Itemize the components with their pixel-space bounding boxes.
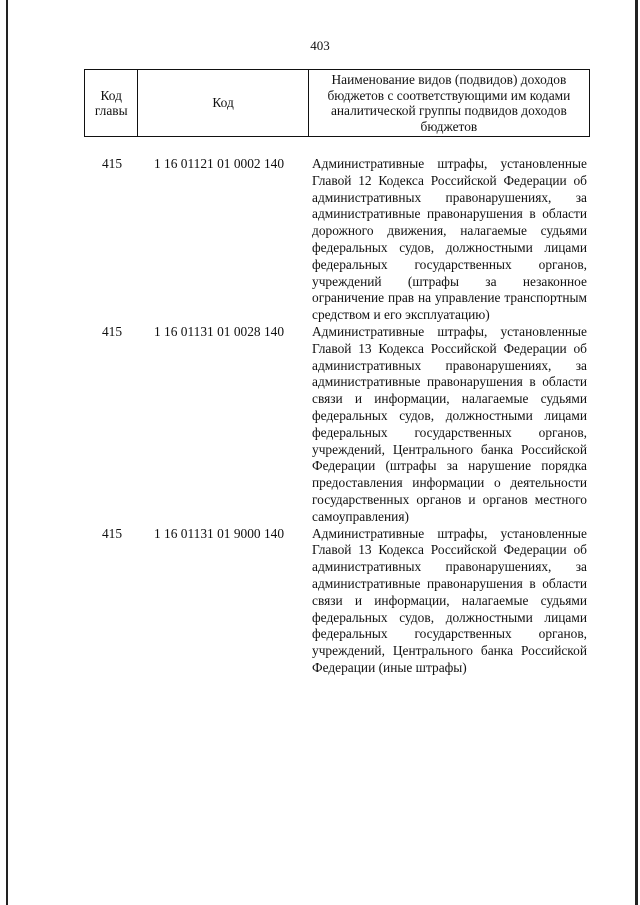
page-edge-left	[6, 0, 8, 905]
row-chapter-code: 415	[101, 525, 123, 541]
table-row	[84, 324, 590, 526]
table-header	[84, 69, 590, 137]
row-chapter-code: 415	[101, 156, 123, 171]
page-edge-right	[635, 0, 638, 905]
row-code: 1 16 01131 01 9000 140	[153, 525, 285, 541]
row-name: Административные штрафы, установленные Главой 13 Кодекса Российской Федерации об административных правонарушениях, за административные правонарушения в области связи и информации, налагаемые судьями федеральных судов, должностными лицами федеральных государственных органов, учреждений, Центрального банка Российской Федерации (штрафы за нарушение порядка предоставления информации о деятельности государственных органов и органов местного самоуправления)	[312, 323, 587, 524]
page-number: 403	[310, 38, 330, 53]
table-body	[84, 156, 590, 677]
header-code: Код	[138, 70, 308, 137]
row-name: Административные штрафы, установленные Главой 12 Кодекса Российской Федерации об административных правонарушениях, за административные правонарушения в области дорожного движения, налагаемые судьями федеральных судов, должностными лицами федеральных государственных органов, учреждений (штрафы за незаконное ограничение прав на управление транспортным средством и его эксплуатацию)	[312, 156, 587, 323]
header-chapter-code: Код главы	[85, 70, 138, 137]
table-row	[84, 156, 590, 324]
row-chapter-code: 415	[101, 323, 123, 339]
row-name: Административные штрафы, установленные Главой 13 Кодекса Российской Федерации об административных правонарушениях, за административные правонарушения в области связи и информации, налагаемые судьями федеральных судов, должностными лицами федеральных государственных органов, учреждений, Центрального банка Российской Федерации (иные штрафы)	[312, 525, 587, 675]
row-code: 1 16 01121 01 0002 140	[153, 156, 285, 171]
header-name: Наименование видов (подвидов) доходов бюджетов с соответствующими им кодами аналитической группы подвидов доходов бюджетов	[308, 70, 589, 137]
table-row	[84, 526, 590, 677]
row-code: 1 16 01131 01 0028 140	[153, 323, 285, 339]
